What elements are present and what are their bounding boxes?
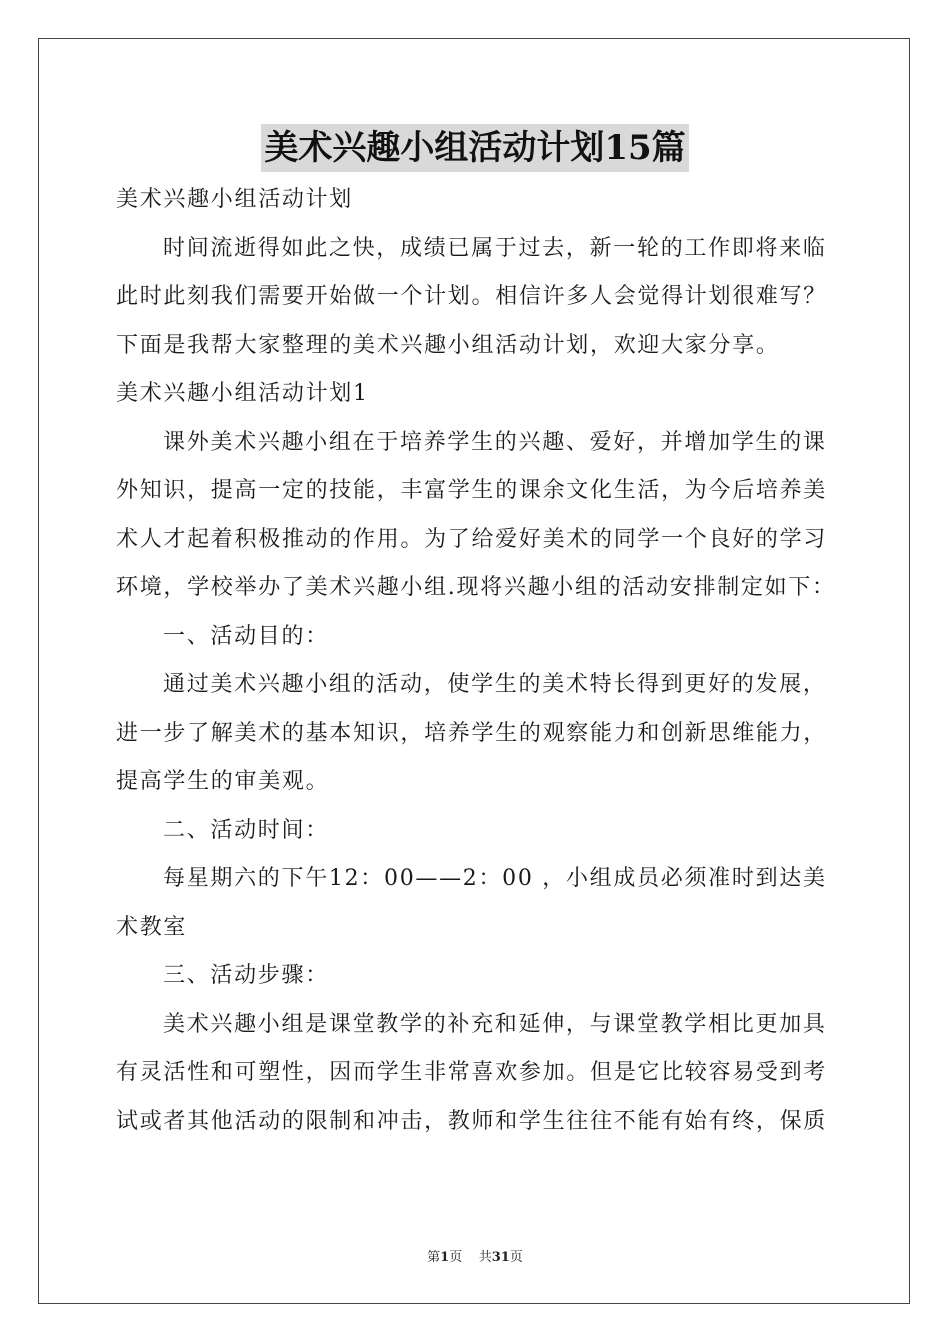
text-line: 美术兴趣小组活动计划 [116, 187, 354, 212]
text-line: 此时此刻我们需要开始做一个计划。相信许多人会觉得计划很难写？ [116, 284, 828, 309]
title-container [0, 124, 950, 172]
text-line: 术人才起着积极推动的作用。为了给爱好美术的同学一个良好的学习 [116, 526, 828, 552]
text-line: 二、活动时间： [163, 817, 329, 843]
text-line: 环境，学校举办了美术兴趣小组.现将兴趣小组的活动安排制定如下： [116, 575, 836, 600]
footer-total-pages: 31 [491, 1250, 510, 1265]
text-line: 美术兴趣小组是课堂教学的补充和延伸，与课堂教学相比更加具 [163, 1011, 827, 1037]
page-footer [0, 1246, 950, 1265]
text-line: 试或者其他活动的限制和冲击，教师和学生往往不能有始有终，保质 [116, 1108, 828, 1134]
text-line: 外知识，提高一定的技能，丰富学生的课余文化生活，为今后培养美 [116, 478, 828, 503]
text-line: 术教室 [116, 914, 188, 940]
footer-page-suffix: 页 [449, 1250, 463, 1265]
text-line: 提高学生的审美观。 [116, 769, 330, 794]
text-line: 下面是我帮大家整理的美术兴趣小组活动计划，欢迎大家分享。 [116, 332, 780, 358]
text-line: 三、活动步骤： [163, 963, 329, 988]
footer-total-suffix: 页 [509, 1250, 523, 1265]
text-line: 通过美术兴趣小组的活动，使学生的美术特长得到更好的发展， [163, 672, 827, 697]
footer-page-number: 1 [440, 1250, 450, 1265]
text-line: 美术兴趣小组活动计划1 [116, 381, 369, 406]
document-title: 美术兴趣小组活动计划15篇 [261, 124, 688, 172]
text-line: 有灵活性和可塑性，因而学生非常喜欢参加。但是它比较容易受到考 [116, 1060, 828, 1085]
text-line: 进一步了解美术的基本知识，培养学生的观察能力和创新思维能力， [116, 720, 828, 746]
footer-total-prefix: 共 [478, 1250, 492, 1265]
text-line: 时间流逝得如此之快，成绩已属于过去，新一轮的工作即将来临 [163, 235, 827, 261]
text-line: 一、活动目的： [163, 623, 329, 649]
document-body [116, 176, 838, 1146]
footer-page-prefix: 第 [427, 1250, 441, 1265]
text-line: 每星期六的下午12：00——2：00 ，小组成员必须准时到达美 [163, 866, 827, 891]
text-line: 课外美术兴趣小组在于培养学生的兴趣、爱好，并增加学生的课 [163, 429, 827, 455]
